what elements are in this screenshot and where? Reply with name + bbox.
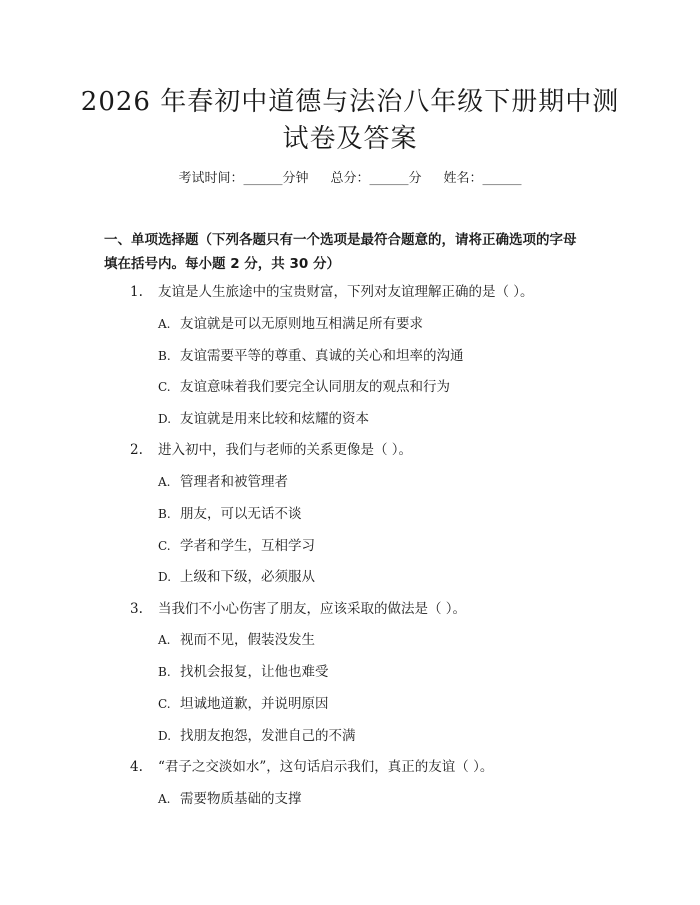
option-label: C.	[158, 697, 171, 711]
question-4	[130, 757, 493, 777]
question-text: 当我们不小心伤害了朋友，应该采取的做法是（ ）。	[158, 601, 467, 617]
option-text: 视而不见，假装没发生	[180, 632, 315, 648]
question-number: 4.	[130, 759, 143, 775]
option-2c	[158, 536, 315, 556]
option-3a	[158, 630, 315, 650]
option-label: A.	[158, 475, 171, 489]
question-3	[130, 599, 466, 619]
question-number: 2.	[130, 442, 143, 458]
option-1a	[158, 314, 423, 334]
option-label: D.	[158, 570, 172, 584]
question-text: 友谊是人生旅途中的宝贵财富，下列对友谊理解正确的是（ ）。	[158, 284, 534, 300]
option-text: 朋友，可以无话不谈	[180, 506, 302, 522]
option-text: 上级和下级，必须服从	[180, 569, 315, 585]
section-heading-line2: 填在括号内。每小题 2 分，共 30 分）	[104, 256, 340, 272]
option-2b	[158, 504, 302, 524]
option-3b	[158, 662, 329, 682]
option-label: C.	[158, 539, 171, 553]
option-label: C.	[158, 380, 171, 394]
option-2a	[158, 472, 288, 492]
option-label: D.	[158, 412, 172, 426]
option-3c	[158, 694, 329, 714]
option-1c	[158, 377, 450, 397]
option-label: B.	[158, 665, 171, 679]
option-text: 友谊就是用来比较和炫耀的资本	[180, 411, 369, 427]
option-text: 管理者和被管理者	[180, 474, 288, 490]
exam-meta	[0, 170, 700, 188]
option-text: 找机会报复，让他也难受	[180, 664, 329, 680]
option-text: 友谊意味着我们要完全认同朋友的观点和行为	[180, 379, 450, 395]
page-title-line2: 试卷及答案	[282, 124, 418, 154]
option-label: B.	[158, 349, 171, 363]
question-1	[130, 282, 534, 302]
option-text: 坦诚地道歉，并说明原因	[180, 696, 329, 712]
option-label: A.	[158, 792, 171, 806]
option-text: 学者和学生，互相学习	[180, 538, 315, 554]
option-1b	[158, 346, 464, 366]
page-title-line1: 2026 年春初中道德与法治八年级下册期中测	[80, 87, 620, 117]
section-heading-line1: 一、单项选择题（下列各题只有一个选项是最符合题意的，请将正确选项的字母	[104, 232, 577, 248]
option-4a	[158, 789, 302, 809]
option-text: 友谊就是可以无原则地互相满足所有要求	[180, 316, 423, 332]
option-label: D.	[158, 729, 172, 743]
question-text: 进入初中，我们与老师的关系更像是（ ）。	[158, 442, 413, 458]
option-text: 需要物质基础的支撑	[180, 791, 302, 807]
option-label: A.	[158, 317, 171, 331]
exam-time-field: 考试时间：______分钟	[178, 171, 309, 186]
option-2d	[158, 567, 315, 587]
question-text: “君子之交淡如水”，这句话启示我们，真正的友谊（ ）。	[158, 759, 494, 775]
question-number: 3.	[130, 601, 143, 617]
option-1d	[158, 409, 369, 429]
total-score-field: 总分：______分	[330, 171, 422, 186]
option-label: B.	[158, 507, 171, 521]
option-3d	[158, 726, 356, 746]
name-field: 姓名：______	[443, 171, 522, 186]
option-text: 找朋友抱怨，发泄自己的不满	[180, 728, 356, 744]
question-2	[130, 440, 412, 460]
option-text: 友谊需要平等的尊重、真诚的关心和坦率的沟通	[180, 348, 464, 364]
question-number: 1.	[130, 284, 143, 300]
option-label: A.	[158, 633, 171, 647]
